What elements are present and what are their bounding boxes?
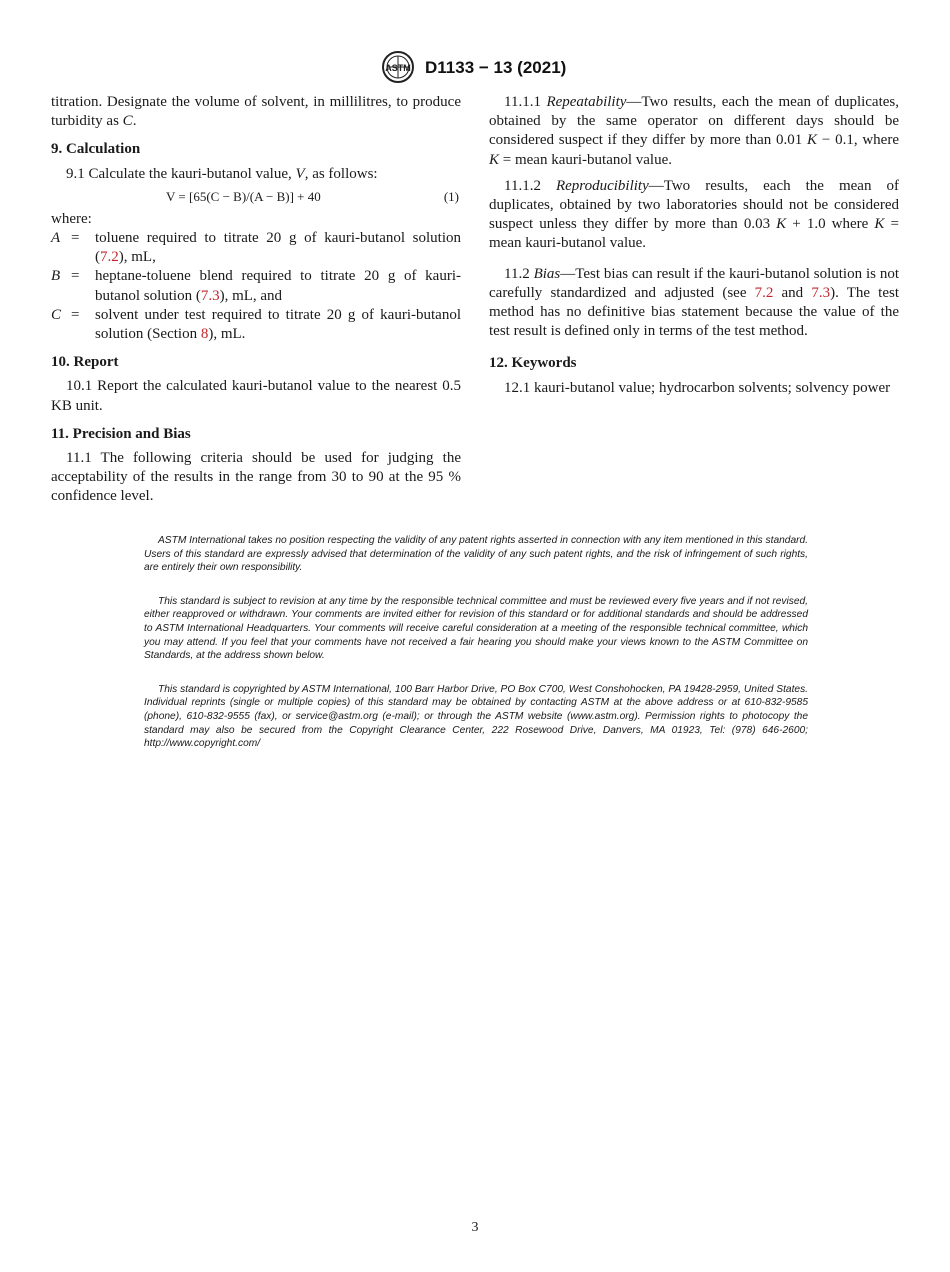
- equation-formula: V = [65(C − B)/(A − B)] + 40: [166, 188, 321, 204]
- link-7-2[interactable]: 7.2: [100, 249, 119, 266]
- paragraph-11-2: 11.2 Bias—Test bias can result if the kauri-butanol solution is not carefully standardized and adjusted (see 7.2 and 7.3). The test method has no definitive bias statement because the value of the test result is defined only in terms of the test method.: [489, 265, 900, 340]
- variable-b: B = heptane-toluene blend required to titrate 20 g of kauri-butanol solution (7.3), mL, and: [51, 268, 461, 304]
- variable-c: C = solvent under test required to titrate 20 g of kauri-butanol solution (Section 8), mL.: [51, 306, 461, 343]
- paragraph-12-1: 12.1 kauri-butanol value; hydrocarbon solvents; solvency power: [504, 379, 891, 396]
- paragraph-11-1-2: 11.1.2 Reproducibility—Two results, each the mean of duplicates, obtained by two laboratories should not be considered suspect unless they differ by more than 0.03 K + 1.0 where K = mean kauri-butanol value.: [489, 177, 899, 252]
- page-number: 3: [471, 1220, 479, 1235]
- equation-1: [51, 185, 461, 207]
- equation-number: (1): [443, 188, 459, 204]
- variable-list: [51, 229, 461, 344]
- revision-notice: This standard is subject to revision at any time by the responsible technical committee and must be reviewed every five years and if not revised, either reapproved or withdrawn. Your comments are invited either for revision of this standard or for additional standards and should be addressed to ASTM International Headquarters. Your comments will receive careful consideration at a meeting of the responsible technical committee, which you may attend. If you feel that your comments have not received a fair hearing you should make your views known to the ASTM Committee on Standards, at the address shown below.: [144, 595, 808, 662]
- continued-paragraph: titration. Designate the volume of solvent, in millilitres, to produce turbidity as C.: [51, 94, 461, 130]
- section-9-heading: 9. Calculation: [51, 141, 141, 158]
- paragraph-10-1: 10.1 Report the calculated kauri-butanol value to the nearest 0.5 KB unit.: [51, 378, 461, 414]
- patent-notice: ASTM International takes no position respecting the validity of any patent rights asserted in connection with any item mentioned in this standard. Users of this standard are expressly advised that determination of the validity of any such patent rights, and the risk of infringement of such rights, are entirely their own responsibility.: [144, 535, 808, 574]
- paragraph-9-1: 9.1 Calculate the kauri-butanol value, V, as follows:: [66, 165, 378, 182]
- svg-text:ASTM: ASTM: [385, 63, 411, 73]
- where-label: where:: [51, 210, 92, 227]
- legal-footer: [144, 534, 808, 771]
- link-section-8[interactable]: 8: [200, 326, 209, 343]
- link-7-2-bias[interactable]: 7.2: [754, 284, 774, 301]
- astm-logo-icon: [380, 50, 416, 84]
- variable-a: A = toluene required to titrate 20 g of kauri-butanol solution (7.2), mL,: [51, 230, 461, 266]
- paragraph-11-1-1: 11.1.1 Repeatability—Two results, each the mean of duplicates, obtained by the same operator on different days should be considered suspect if they differ by more than 0.01 K − 0.1, where K = mean kauri-butanol value.: [489, 94, 900, 168]
- page-header: [0, 50, 950, 84]
- section-11-heading: 11. Precision and Bias: [51, 425, 191, 442]
- section-10-heading: 10. Report: [51, 354, 119, 371]
- link-7-3[interactable]: 7.3: [200, 287, 220, 304]
- right-column: [489, 93, 899, 398]
- paragraph-11-1: 11.1 The following criteria should be used for judging the acceptability of the results in the range from 30 to 90 at the 95 % confidence level.: [51, 450, 461, 505]
- section-12-heading: 12. Keywords: [489, 355, 577, 372]
- link-7-3-bias[interactable]: 7.3: [811, 284, 831, 301]
- document-designation: D1133 − 13 (2021): [425, 58, 567, 77]
- left-column: [51, 93, 461, 507]
- copyright-notice: This standard is copyrighted by ASTM International, 100 Barr Harbor Drive, PO Box C700, West Conshohocken, PA 19428-2959, United States. Individual reprints (single or multiple copies) of this standard may be obtained by contacting ASTM at the above address or at 610-832-9585 (phone), 610-832-9555 (fax), or service@astm.org (e-mail); or through the ASTM website (www.astm.org). Permission rights to photocopy the standard may also be secured from the Copyright Clearance Center, 222 Rosewood Drive, Danvers, MA 01923, Tel: (978) 646-2600; http://www.copyright.com/: [144, 683, 808, 750]
